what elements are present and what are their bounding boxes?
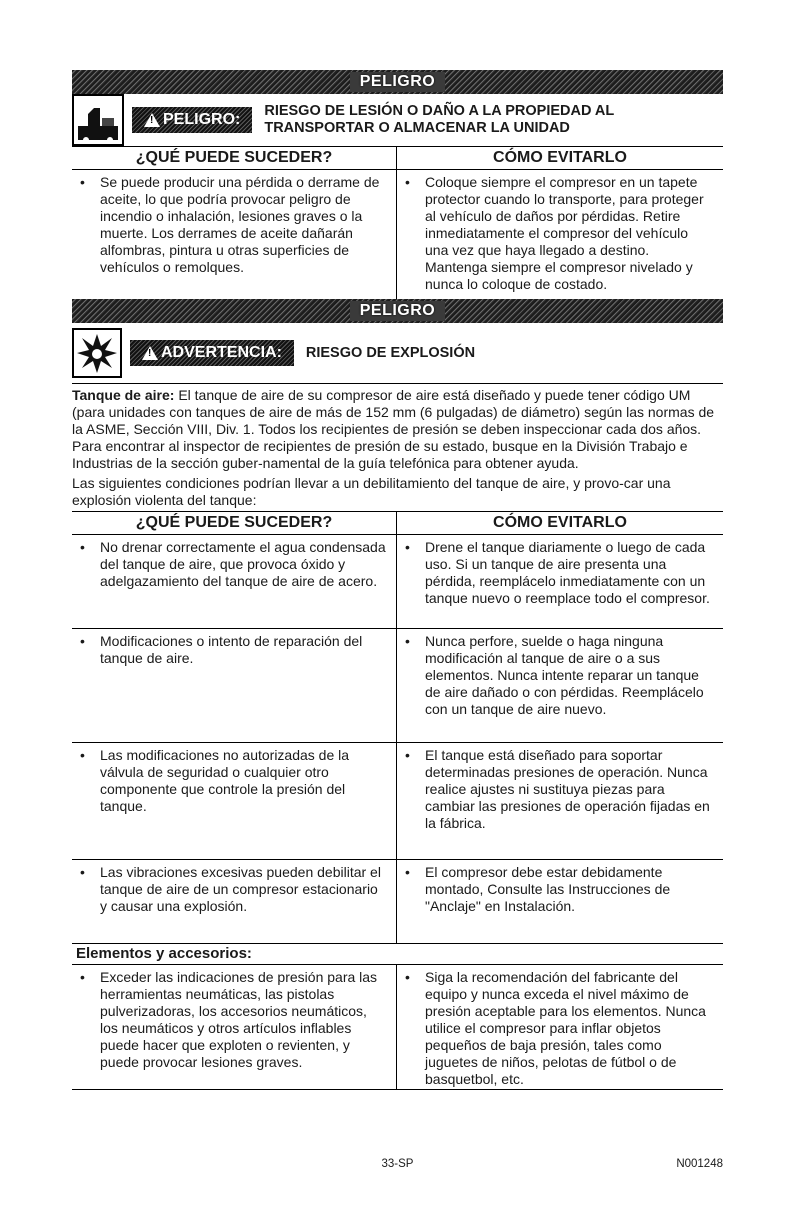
danger-banner (72, 299, 723, 323)
hazard-header-explosion (72, 323, 723, 383)
hazard-table-explosion (72, 511, 723, 943)
table-cell-avoid (397, 629, 723, 743)
danger-banner-label: PELIGRO (350, 72, 446, 92)
hazard-table-transport (72, 146, 723, 299)
table-cell-risk (72, 860, 397, 943)
risk-text: Las modificaciones no autorizadas de la válvula de seguridad o cualquier otro componente que controle la presión del tanque. (100, 747, 350, 814)
column-header-how-to-avoid: CÓMO EVITARLO (397, 146, 723, 170)
avoid-text: El tanque está diseñado para soportar determinadas presiones de operación. Nunca realice ajustes ni sustituya piezas para cambiar las presiones de operación fijadas en la fábrica. (425, 747, 710, 831)
warning-triangle-icon (144, 113, 160, 127)
avoid-text: El compresor debe estar debidamente montado, Consulte las Instrucciones de "Anclaje" en Instalación. (425, 864, 671, 914)
bullet-icon: • (80, 747, 85, 763)
danger-banner-label: PELIGRO (350, 301, 446, 321)
conditions-paragraph: Las siguientes condiciones podrían llevar a un debilitamiento del tanque de aire, y provo-car una explosión violenta del tanque: (72, 475, 671, 508)
avoid-text: Coloque siempre el compresor en un tapete protector cuando lo transporte, para proteger al vehículo de daños por pérdidas. Retire inmediatamente el compresor del vehículo una vez que haya llegado a destino. Mantenga siempre el compresor nivelado y nunca lo coloque de costado. (425, 174, 704, 292)
warning-triangle-icon (142, 346, 158, 360)
bullet-icon: • (80, 633, 85, 649)
warning-badge (130, 340, 294, 366)
table-cell-avoid (397, 743, 723, 860)
hazard-table-accessories (72, 965, 723, 1090)
table-cell-risk (72, 965, 397, 1089)
column-header-what-can-happen: ¿QUÉ PUEDE SUCEDER? (72, 511, 397, 535)
danger-badge-label: PELIGRO: (163, 111, 241, 128)
air-tank-text: El tanque de aire de su compresor de aire está diseñado y puede tener código UM (para unidades con tanques de aire de más de 152 mm (6 pulgadas) de diámetro) según las normas de la ASME, Sección VIII, Div. 1. Todos los recipientes de presión se deben inspeccionar cada dos años. Para encontrar al inspector de recipientes de presión de su estado, busque en la División Trabajo e Industrias de la sección guber-namental de la guía telefónica para obtener ayuda. (72, 387, 715, 471)
bullet-icon: • (405, 969, 410, 985)
bullet-icon: • (80, 969, 85, 985)
hazard-title: RIESGO DE EXPLOSIÓN (305, 344, 476, 361)
hazard-title-line2: TRANSPORTAR O ALMACENAR LA UNIDAD (264, 120, 570, 136)
page-number: 33-SP (381, 1158, 414, 1170)
risk-text: Las vibraciones excesivas pueden debilitar el tanque de aire de un compresor estacionario y causar una explosión. (100, 864, 381, 914)
column-header-what-can-happen: ¿QUÉ PUEDE SUCEDER? (72, 146, 397, 170)
avoid-text: Nunca perfore, suelde o haga ninguna modificación al tanque de aire o a sus elementos. Nunca intente reparar un tanque de aire dañado o con pérdidas. Reemplácelo con un tanque de aire nuevo. (425, 633, 704, 717)
hazard-title (264, 103, 614, 137)
risk-text: Exceder las indicaciones de presión para las herramientas neumáticas, las pistolas pulverizadoras, los accesorios neumáticos, los neumáticos y otros artículos inflables puede hacer que exploten o revienten, y puede provocar lesiones graves. (100, 969, 378, 1070)
bullet-icon: • (405, 747, 410, 763)
risk-text: No drenar correctamente el agua condensada del tanque de aire, que provoca óxido y adelgazamiento del tanque de aire de acero. (100, 539, 386, 589)
table-cell-avoid (397, 535, 723, 629)
explosion-hazard-icon (72, 328, 122, 378)
accessories-heading: Elementos y accesorios: (72, 943, 723, 965)
manual-page (72, 70, 723, 1090)
bullet-icon: • (405, 633, 410, 649)
avoid-text: Drene el tanque diariamente o luego de cada uso. Si un tanque de aire presenta una pérdida, reemplácelo inmediatamente con un tanque nuevo o reemplace todo el compresor. (425, 539, 710, 606)
column-header-how-to-avoid: CÓMO EVITARLO (397, 511, 723, 535)
table-cell-avoid (397, 965, 723, 1089)
risk-text: Modificaciones o intento de reparación del tanque de aire. (100, 633, 363, 666)
bullet-icon: • (80, 864, 85, 880)
bullet-icon: • (80, 174, 85, 190)
table-cell-risk (72, 629, 397, 743)
danger-badge (132, 107, 252, 133)
hazard-header-transport (72, 94, 723, 146)
document-code: N001248 (676, 1158, 723, 1170)
air-tank-paragraph (72, 383, 723, 472)
bullet-icon: • (80, 539, 85, 555)
table-cell-risk (72, 535, 397, 629)
avoid-text: Siga la recomendación del fabricante del equipo y nunca exceda el nivel máximo de presión aceptable para los elementos. Nunca utilice el compresor para inflar objetos pequeños de baja presión, tales como juguetes de niños, pelotas de fútbol o de basquetbol, etc. (425, 969, 706, 1087)
table-cell-risk (72, 170, 397, 299)
bullet-icon: • (405, 174, 410, 190)
warning-badge-label: ADVERTENCIA: (161, 344, 282, 361)
air-tank-lead: Tanque de aire: (72, 387, 175, 403)
hazard-title-line1: RIESGO DE LESIÓN O DAÑO A LA PROPIEDAD AL (264, 103, 615, 119)
bullet-icon: • (405, 539, 410, 555)
danger-banner (72, 70, 723, 94)
table-cell-avoid (397, 170, 723, 299)
transport-hazard-icon (72, 94, 124, 146)
bullet-icon: • (405, 864, 410, 880)
table-cell-avoid (397, 860, 723, 943)
table-cell-risk (72, 743, 397, 860)
risk-text: Se puede producir una pérdida o derrame de aceite, lo que podría provocar peligro de incendio o inhalación, lesiones graves o la muerte. Los derrames de aceite dañarán alfombras, pintura u otras superficies de vehículos o remolques. (100, 174, 380, 275)
